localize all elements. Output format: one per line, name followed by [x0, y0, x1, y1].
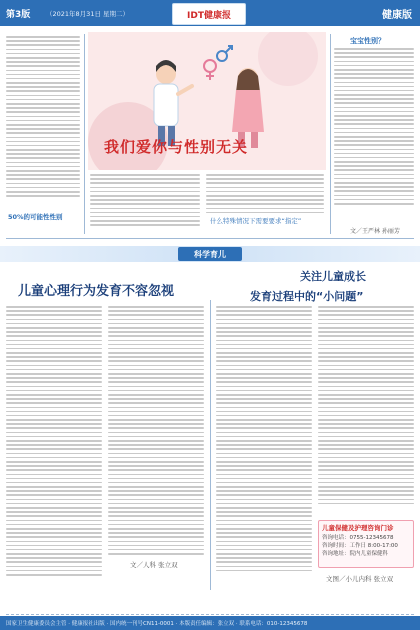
footer-text: 国家卫生健康委员会主管 · 健康报社出版 · 国内统一刊号CN11-0001 · 本版责任编辑：张立双 · 联系电话：010-12345678: [6, 621, 308, 627]
left-article-author: 文／人科 张立双: [130, 561, 178, 569]
logo-text: IDT健康报: [187, 10, 231, 21]
col-divider-left: [84, 34, 85, 234]
right-article-col2: [318, 306, 414, 507]
section-banner-label: [178, 247, 242, 261]
left-column-text: [6, 36, 80, 199]
right-article-author: 文图／小儿内科 张立双: [326, 575, 394, 583]
right-article-headline-2: 发育过程中的“小问题”: [250, 290, 364, 303]
center-left-text: [90, 174, 200, 228]
right-column-title: 宝宝性别？: [350, 37, 385, 45]
top-caption: 什么特殊情况下需要要求“指定”: [210, 217, 302, 225]
right-article-col1: [216, 306, 312, 574]
section-title: 健康版: [382, 10, 412, 21]
masthead-logo: [172, 3, 246, 25]
article-divider: [210, 300, 211, 590]
notice-line-1: 咨询电话：0755-12345678: [322, 535, 394, 541]
center-right-text: [206, 174, 324, 216]
notice-line-3: 咨询地址：院内儿童保健科: [322, 551, 389, 557]
right-column-text: [334, 48, 414, 207]
left-article-col2: [108, 306, 204, 557]
right-column-author: 文／王严林 孙丽芳: [350, 228, 400, 235]
top-story-bottom-rule: [6, 238, 414, 239]
top-headline: 我们爱你与性别无关: [104, 138, 249, 156]
date-line: （2021年8月31日 星期二）: [46, 10, 130, 18]
notice-title: 儿童保健及护理咨询门诊: [322, 524, 394, 532]
left-column-subheading: 50%的可能性性别: [8, 213, 63, 221]
section-label-text: 科学育儿: [194, 249, 226, 259]
right-article-headline-1: 关注儿童成长: [300, 270, 366, 283]
col-divider-right: [330, 34, 331, 234]
left-article-col1: [6, 306, 102, 578]
notice-box: [318, 520, 414, 568]
footer-rule: [6, 614, 414, 615]
page-number: 第3版: [6, 10, 31, 20]
notice-line-2: 咨询时间：工作日 8:00-17:00: [322, 543, 398, 549]
left-article-headline: 儿童心理行为发育不容忽视: [18, 284, 175, 299]
